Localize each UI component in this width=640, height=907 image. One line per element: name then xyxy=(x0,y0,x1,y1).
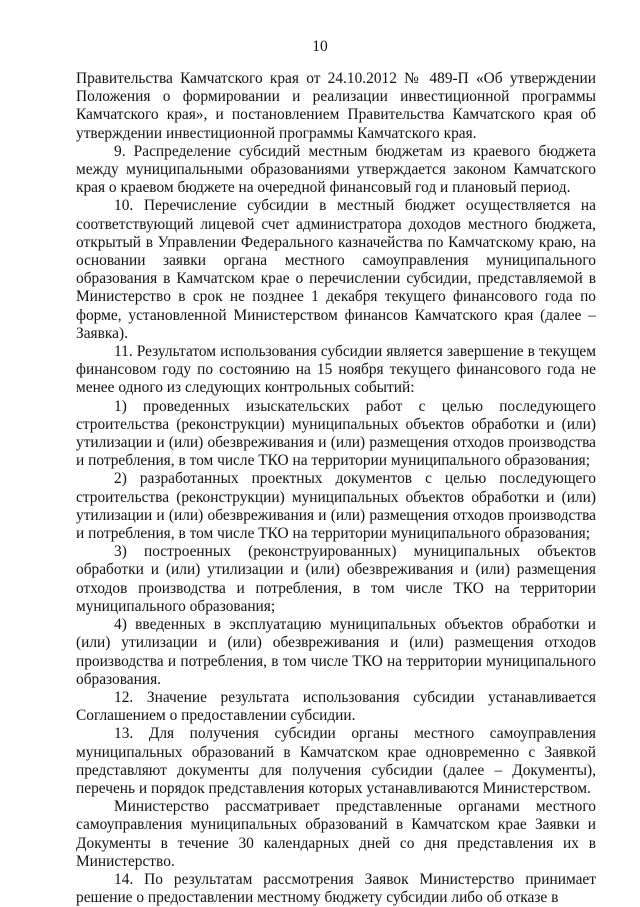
paragraph: Министерство рассматривает представленные органами местного самоуправления муниципальных образований в Камчатском крае Заявки и Документы в течение 30 календарных дней со дня представления их в Министерство. xyxy=(76,798,596,870)
paragraph: 4) введенных в эксплуатацию муниципальных объектов обработки и (или) утилизации и (или) обезвреживания и (или) размещения отходов производства и потребления, в том числе ТКО на территории муниципального образования. xyxy=(76,616,596,688)
paragraph: 1) проведенных изыскательских работ с целью последующего строительства (реконструкции) муниципальных объектов обработки и (или) утилизации и (или) обезвреживания и (или) размещения отходов производства и потребления, в том числе ТКО на территории муниципального образования; xyxy=(76,397,596,470)
paragraph: 10. Перечисление субсидии в местный бюджет осуществляется на соответствующий лицевой счет администратора доходов местного бюджета, открытый в Управлении Федерального казначейства по Камчатскому краю, на основании заявки органа местного самоуправления муниципального образования в Камчатском крае о перечислении субсидии, представляемой в Министерство в срок не позднее 1 декабря текущего финансового года по форме, установленной Министерством финансов Камчатского края (далее – Заявка). xyxy=(76,197,596,342)
paragraph: 12. Значение результата использования субсидии устанавливается Соглашением о предоставлении субсидии. xyxy=(76,688,596,725)
paragraph: 14. По результатам рассмотрения Заявок Министерство принимает решение о предоставлении местному бюджету субсидии либо об отказе в xyxy=(76,870,596,907)
paragraph: 13. Для получения субсидии органы местного самоуправления муниципальных образований в Камчатском крае одновременно с Заявкой представляют документы для получения субсидии (далее – Документы), перечень и порядок представления которых устанавливаются Министерством. xyxy=(76,725,596,797)
paragraph: 3) построенных (реконструированных) муниципальных объектов обработки и (или) утилизации и (или) обезвреживания и (или) размещения отходов производства и потребления, в том числе ТКО на территории муниципального образования; xyxy=(76,543,596,615)
paragraph: 9. Распределение субсидий местным бюджетам из краевого бюджета между муниципальными образованиями утверждается законом Камчатского края о краевом бюджете на очередной финансовый год и плановый период. xyxy=(76,142,596,197)
document-body xyxy=(76,70,596,907)
page-number: 10 xyxy=(312,38,328,55)
paragraph: 11. Результатом использования субсидии является завершение в текущем финансовом году по состоянию на 15 ноября текущего финансового года не менее одного из следующих контрольных событий: xyxy=(76,343,596,397)
paragraph: 2) разработанных проектных документов с целью последующего строительства (реконструкции) муниципальных объектов обработки и (или) утилизации и (или) обезвреживания и (или) размещения отходов производства и потребления, в том числе ТКО на территории муниципального образования; xyxy=(76,470,596,543)
paragraph: Правительства Камчатского края от 24.10.2012 № 489-П «Об утверждении Положения о формировании и реализации инвестиционной программы Камчатского края», и постановлением Правительства Камчатского края об утверждении инвестиционной программы Камчатского края. xyxy=(76,70,596,142)
